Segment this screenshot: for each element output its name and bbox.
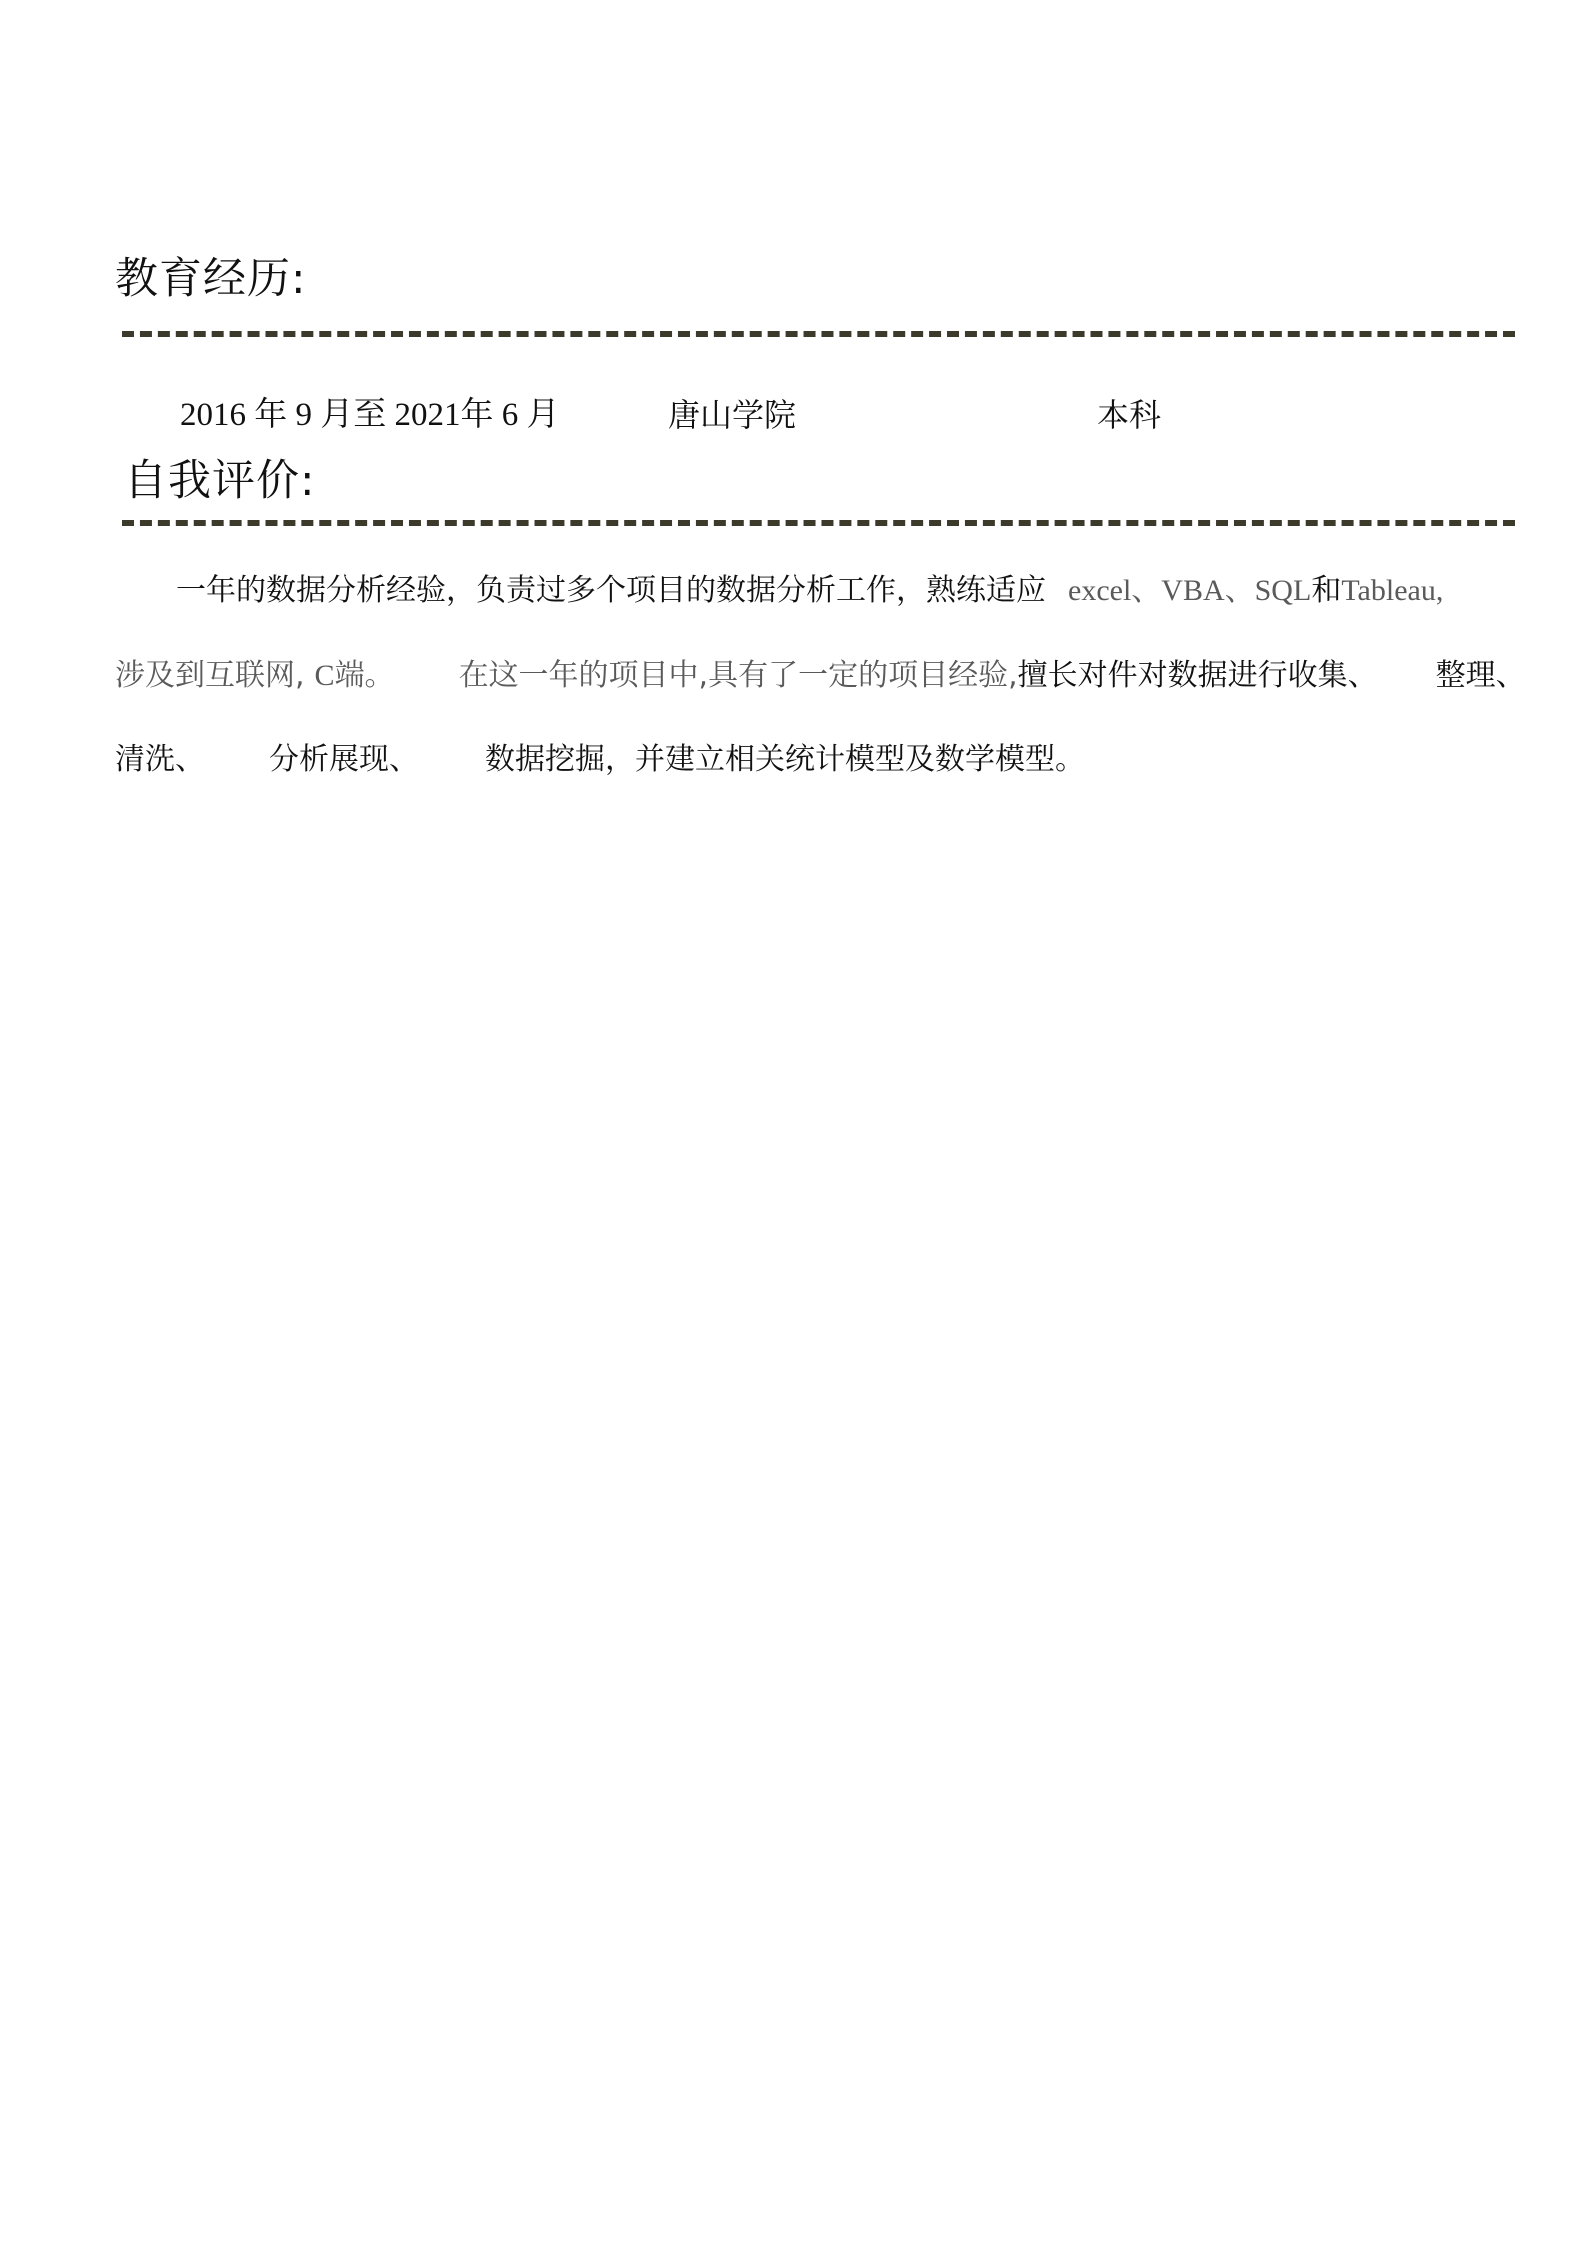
self-evaluation-c: C bbox=[314, 659, 335, 692]
self-evaluation-text: 清洗、 bbox=[115, 742, 205, 777]
skill-excel: excel bbox=[1068, 574, 1132, 607]
self-evaluation-text: 整理、 bbox=[1435, 658, 1526, 693]
skill-and: 和 bbox=[1311, 573, 1342, 608]
skill-separator: 、 bbox=[1131, 573, 1162, 608]
skill-tableau: Tableau, bbox=[1341, 574, 1444, 607]
skill-separator: 、 bbox=[1224, 573, 1255, 608]
self-evaluation-text: 数据挖掘，并建立相关统计模型及数学模型。 bbox=[485, 742, 1085, 777]
self-evaluation-section-title: 自我评价: bbox=[124, 456, 316, 506]
self-evaluation-text: 在这一年的项目中,具有了一定的项目经验, bbox=[458, 658, 1018, 693]
self-evaluation-text: 一年的数据分析经验，负责过多个项目的数据分析工作，熟练适应 bbox=[176, 573, 1046, 608]
self-evaluation-line-3 bbox=[115, 740, 1085, 780]
self-evaluation-text: 端。 bbox=[334, 658, 395, 693]
skill-sql: SQL bbox=[1254, 574, 1312, 607]
self-evaluation-divider bbox=[122, 520, 1515, 526]
self-evaluation-text: 分析展现、 bbox=[269, 742, 419, 777]
education-school: 唐山学院 bbox=[668, 396, 797, 434]
education-degree: 本科 bbox=[1097, 396, 1162, 434]
skill-vba: VBA bbox=[1161, 574, 1225, 607]
self-evaluation-text: 擅长对件对数据进行收集、 bbox=[1017, 658, 1378, 693]
education-dates: 2016 年 9 月至 2021年 6 月 bbox=[180, 397, 560, 433]
self-evaluation-text: 涉及到互联网, bbox=[115, 658, 305, 693]
education-section-title: 教育经历: bbox=[115, 254, 307, 304]
education-divider bbox=[122, 331, 1515, 337]
self-evaluation-line-1 bbox=[176, 571, 1443, 611]
self-evaluation-line-2 bbox=[115, 656, 1526, 696]
